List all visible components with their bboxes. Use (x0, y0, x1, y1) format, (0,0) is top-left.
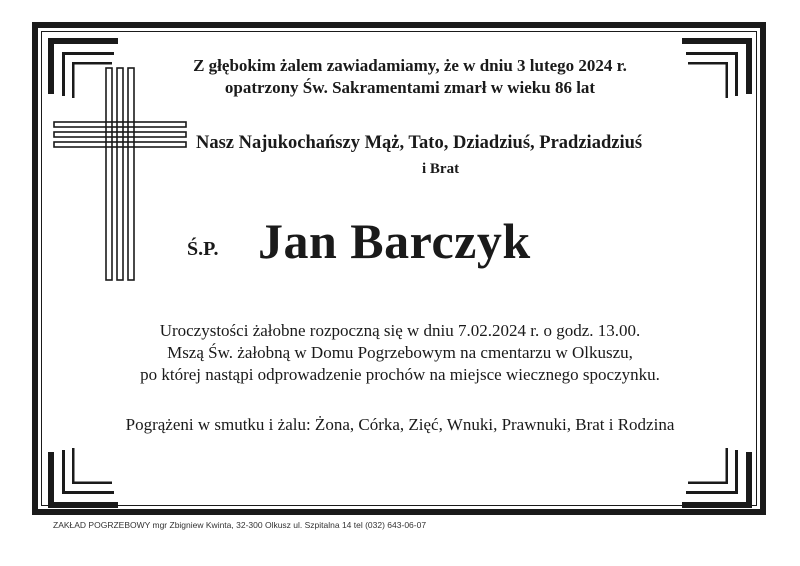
ceremony-line: po której nastąpi odprowadzenie prochów na miejsce wiecznego spoczynku. (140, 365, 660, 384)
ceremony-line: Uroczystości żałobne rozpoczną się w dniu 7.02.2024 r. o godz. 13.00. (159, 321, 641, 340)
mourners-line: Pogrążeni w smutku i żalu: Żona, Córka, Zięć, Wnuki, Prawnuki, Brat i Rodzina (125, 415, 675, 434)
ceremony-line: Mszą Św. żałobną w Domu Pogrzebowym na cmentarzu w Olkuszu, (167, 343, 633, 362)
deceased-name: Jan Barczyk (258, 213, 531, 269)
intro-line: opatrzony Św. Sakramentami zmarł w wieku 86 lat (224, 78, 596, 97)
intro-line: Z głębokim żalem zawiadamiamy, że w dniu 3 lutego 2024 r. (193, 56, 627, 75)
corner-ornament-icon (676, 34, 756, 114)
funeral-home-footer: ZAKŁAD POGRZEBOWY mgr Zbigniew Kwinta, 32-300 Olkusz ul. Szpitalna 14 tel (032) 643-06-07 (53, 520, 427, 530)
name-prefix: Ś.P. (187, 238, 219, 260)
corner-ornament-icon (44, 432, 124, 512)
cross-icon (52, 66, 188, 282)
relations-line: Nasz Najukochańszy Mąż, Tato, Dziadziuś, Pradziadziuś (196, 133, 643, 153)
corner-ornament-icon (676, 432, 756, 512)
relations-line: i Brat (422, 161, 460, 177)
